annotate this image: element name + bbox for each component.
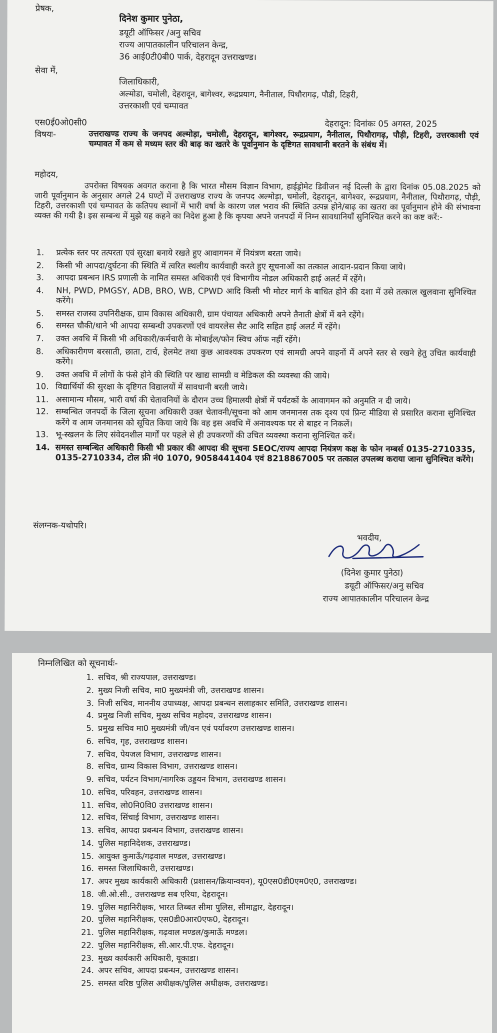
intro-paragraph: उपरोक्त विषयक अवगत कराना है कि भारत मौसम विज्ञान विभाग, हाईड्रोमेट डिवीजन नई दिल्ली के द्वारा दिनांक 05.08.2025 को जारी पूर्वानुमान के अनुसार अगले 24 घण्टों में उत्तराखण्ड राज्य के जनपद अल्मोड़ा, चमोली, देहरादून, बागेश्वर, रूद्रप्रयाग, नैनीताल, पिथौरागढ़, पौड़ी, टिहरी, उत्तरकाशी एवं चम्पावत के कतिपय स्थानों में भारी वर्षा के कारण जल भराव की स्थिति उत्पन्न होने/बाढ़ का खतरा का पूर्वानुमान होने की संभावना व्यक्त की गयी है। इस सम्बन्ध में मुझे यह कहने का निदेश हुआ है कि कृपया अपने जनपदों में निम्न सावधानियाँ सुनिश्चित करने का कष्ट करें:-: [34, 180, 481, 223]
precaution-item: 3. आपदा प्रबन्धन IRS प्रणाली के नामित समस्त अधिकारी एवं विभागीय नोडल अधिकारी हाई अलर्ट में रहेंगे।: [36, 272, 366, 284]
list-item: 12. सचिव, सिंचाई विभाग, उत्तराखण्ड शासन।: [81, 812, 220, 823]
precaution-item: 9. उक्त अवधि में लोगों के फंसे होने की स्थिति पर खाद्य सामग्री व मेडिकल की व्यवस्था की जाये।: [35, 368, 330, 380]
list-item: 10. सचिव, परिवहन, उत्तराखण्ड शासन।: [81, 786, 203, 797]
list-item: 13. सचिव, आपदा प्रबन्धन विभाग, उत्तराखण्ड शासन।: [81, 825, 244, 835]
signature-image: [323, 538, 433, 564]
precaution-item: 11. असामान्य मौसम, भारी वर्षा की चेतावनियों के दौरान उच्च हिमालयी क्षेत्रों में पर्यटकों के आवागमन को अनुमति न दी जाये।: [35, 393, 411, 406]
precaution-item-contact: 14. समस्त सम्बन्धित अधिकारी किसी भी प्रकार की आपदा की सूचना SEOC/राज्य आपदा नियंत्रण कक्ष के फोन नम्बर्स 0135-2710335, 0135-2710334, टोल फ्री नं0 1070, 9058441404 एवं 8218867005 पर तत्काल उपलब्ध कराया जाना सुनिश्चित करेंगे।: [35, 442, 476, 465]
list-item: 5. प्रमुख सचिव मा0 मुख्यमंत्री जी/वन एवं पर्यावरण उत्तराखण्ड शासन।: [86, 723, 295, 733]
recipient-districts: अल्मोडा, चमोली, देहरादून, बागेश्वर, रूद्रप्रयाग, नैनीताल, पिथौरागढ़, पौडी, टिहरी,: [118, 88, 359, 100]
sender-name: दिनेश कुमार पुनेठा,: [119, 14, 184, 25]
reference-number: एस0ई0ओ0सी0: [34, 117, 87, 128]
distribution-heading: निम्नलिखित को सूचनार्थः-: [38, 659, 118, 669]
recipient-districts-cont: उत्तरकाशी एवं चम्पावत: [118, 100, 189, 111]
list-item: 4. प्रमुख निजी सचिव, मुख्य सचिव महोदय, उत्तराखण्ड शासन।: [86, 710, 272, 721]
subject-text: उत्तराखण्ड राज्य के जनपद अल्मोड़ा, चमोली, देहरादून, बागेश्वर, रूद्रप्रयाग, नैनीताल, पिथौरागढ़, पौड़ी, टिहरी, उत्तरकाशी एवं चम्पावत में कम से मध्यम स्तर की बाढ़ का खतरे के पूर्वानुमान के दृष्टिगत सावधानी बरतने के संबंध में।: [88, 128, 479, 150]
list-item: 23. मुख्य कार्यकारी अधिकारी, यूकाडा।: [81, 952, 199, 963]
precaution-item: 5. समस्त राजस्व उपनिरीक्षक, ग्राम विकास अधिकारी, ग्राम पंचायत अधिकारी अपने तैनाती क्षेत्रों में बने रहेंगे।: [35, 307, 365, 320]
letter-date: देहरादून: दिनांकः 05 अगस्त, 2025: [324, 118, 438, 129]
precaution-item: 1. प्रत्येक स्तर पर तत्परता एवं सुरक्षा बनाये रखते हुए आवागमन में नियंत्रण बरता जाये।: [36, 247, 302, 259]
list-item: 22. पुलिस महानिरीक्षक, सी.आर.पी.एफ. देहरादून।: [81, 939, 234, 950]
list-item: 25. समस्त वरिष्ठ पुलिस अधीक्षक/पुलिस अधीक्षक, उत्तराखण्ड।: [81, 978, 269, 988]
list-item: 15. आयुक्त कुमाऊँ/गढ़वाल मण्डल, उत्तराखण्ड।: [81, 850, 226, 861]
subject-label: विषयः-: [34, 129, 57, 140]
enclosure-note: संलग्नक-यथोपरि।: [33, 520, 87, 531]
precaution-item: 12. सम्बन्धित जनपदों के जिला सूचना अधिकारी उक्त चेतावनी/सूचना को आम जनमानस तक दृश्य एवं प्रिन्ट मीडिया से प्रसारित कराना सुनिश्चित करेंगे व आम जनमानस को सूचित किया जाये कि वह इस अवधि में अनावश्यक घर से बाहर न निकलें।: [35, 406, 476, 429]
recipient-title: जिलाधिकारी,: [119, 76, 160, 87]
list-item: 16. समस्त जिलाधिकारी, उत्तराखण्ड।: [81, 863, 194, 874]
list-item: 11. सचिव, लो0नि0वि0 उत्तराखण्ड शासन।: [81, 799, 213, 810]
list-item: 20. पुलिस महानिरीक्षक, एस0डी0आर0एफ0, देहरादून।: [81, 914, 249, 925]
sender-address: 36 आई0टी0बी0 पार्क, देहरादून उत्तराखण्ड।: [119, 51, 257, 63]
list-item: 14. पुलिस महानिदेशक, उत्तराखण्ड।: [81, 837, 191, 848]
signatory-designation: डयूटी ऑफिसर/अनु सचिव: [344, 580, 424, 591]
precaution-item: 7. उक्त अवधि में किसी भी अधिकारी/कर्मचारी के मोबाईल/फोन स्विच ऑफ नहीं रहेंगे।: [35, 333, 301, 345]
precaution-item: 8. अधिकारीगण बरसाती, छाता, टार्च, हेलमेट तथा कुछ आवश्यक उपकरण एवं सामग्री अपने वाहनों में अपने स्तर से रखने हेतु उचित कार्यवाही करेंगे।: [35, 345, 476, 367]
list-item: 1. सचिव, श्री राज्यपाल, उत्तराखण्ड।: [86, 672, 197, 682]
precaution-item: 2. किसी भी आपदा/दुर्घटना की स्थिति में त्वरित स्थलीय कार्यवाही करते हुए सूचनाओं का तत्काल आदान-प्रदान किया जाये।: [36, 259, 406, 272]
list-item: 2. मुख्य निजी सचिव, मा0 मुख्यमंत्री जी, उत्तराखण्ड शासन।: [86, 684, 265, 695]
signatory-name: (दिनेश कुमार पुनेठा): [340, 567, 404, 578]
closing: भवदीय,: [357, 532, 382, 543]
distribution-page: [12, 653, 492, 1033]
list-item: 9. सचिव, पर्यटन विभाग/नागरिक उड्डयन विभाग, उत्तराखण्ड शासन।: [86, 774, 286, 784]
list-item: 8. सचिव, ग्राम्य विकास विभाग, उत्तराखण्ड शासन।: [86, 761, 238, 772]
list-item: 3. निजी सचिव, माननीय उपाध्यक्ष, आपदा प्रबन्धन सलाहकार समिति, उत्तराखण्ड शासन।: [86, 697, 348, 708]
sender-label: प्रेषक,: [35, 3, 55, 14]
list-item: 17. अपर मुख्य कार्यकारी अधिकारी (प्रशासन/क्रियान्वयन), यू0एस0डी0एम0ए0, उत्तराखण्ड।: [81, 876, 357, 886]
sender-designation: डयूटी ऑफिसर /अनु सचिव: [119, 27, 201, 38]
precaution-item: 4. NH, PWD, PMGSY, ADB, BRO, WB, CPWD आदि किसी भी मोटर मार्ग के बाधित होने की दशा में उसे तत्काल खुलवाना सुनिश्चित करेंगे।: [36, 284, 477, 306]
list-item: 6. सचिव, गृह, उत्तराखण्ड शासन।: [86, 735, 188, 746]
salutation: महोदय,: [34, 169, 59, 180]
precaution-item: 10. विद्यार्थियों की सुरक्षा के दृष्टिगत विद्यालयों में सावधानी बरती जाये।: [35, 381, 248, 393]
precaution-item: 13. भू-स्खलन के लिए संवेदनशील मार्गों पर पहले से ही उपकरणों की उचित व्यवस्था कराना सुनिश्चित करें।: [35, 429, 356, 441]
distribution-list: [74, 671, 474, 990]
list-item: 21. पुलिस महानिरीक्षक, गढ़वाल मण्डल/कुमाऊँ मण्डल।: [81, 927, 248, 937]
list-item: 19. पुलिस महानिरीक्षक, भारत तिब्बत सीमा पुलिस, सीमाद्वार, देहरादून।: [81, 901, 294, 912]
list-item: 18. जी.ओ.सी., उत्तराखण्ड सब एरिया, देहरादून।: [81, 888, 228, 899]
letter-page: [5, 0, 494, 633]
list-item: 7. सचिव, पेयजल विभाग, उत्तराखण्ड शासन।: [86, 748, 222, 759]
signatory-office: राज्य आपातकालीन परिचालन केन्द्र: [322, 593, 430, 604]
precautions-list: [35, 247, 476, 467]
sender-office: राज्य आपातकालीन परिचालन केन्द्र,: [119, 39, 229, 50]
list-item: 24. अपर सचिव, आपदा प्रबन्धन, उत्तराखण्ड शासन।: [81, 965, 239, 976]
precaution-item: 6. समस्त चौकी/थाने भी आपदा सम्बन्धी उपकरणों एवं वायरलेस सैट आदि सहित हाई अलर्ट में रहेंगे।: [35, 320, 341, 332]
to-label: सेवा में,: [35, 65, 58, 76]
